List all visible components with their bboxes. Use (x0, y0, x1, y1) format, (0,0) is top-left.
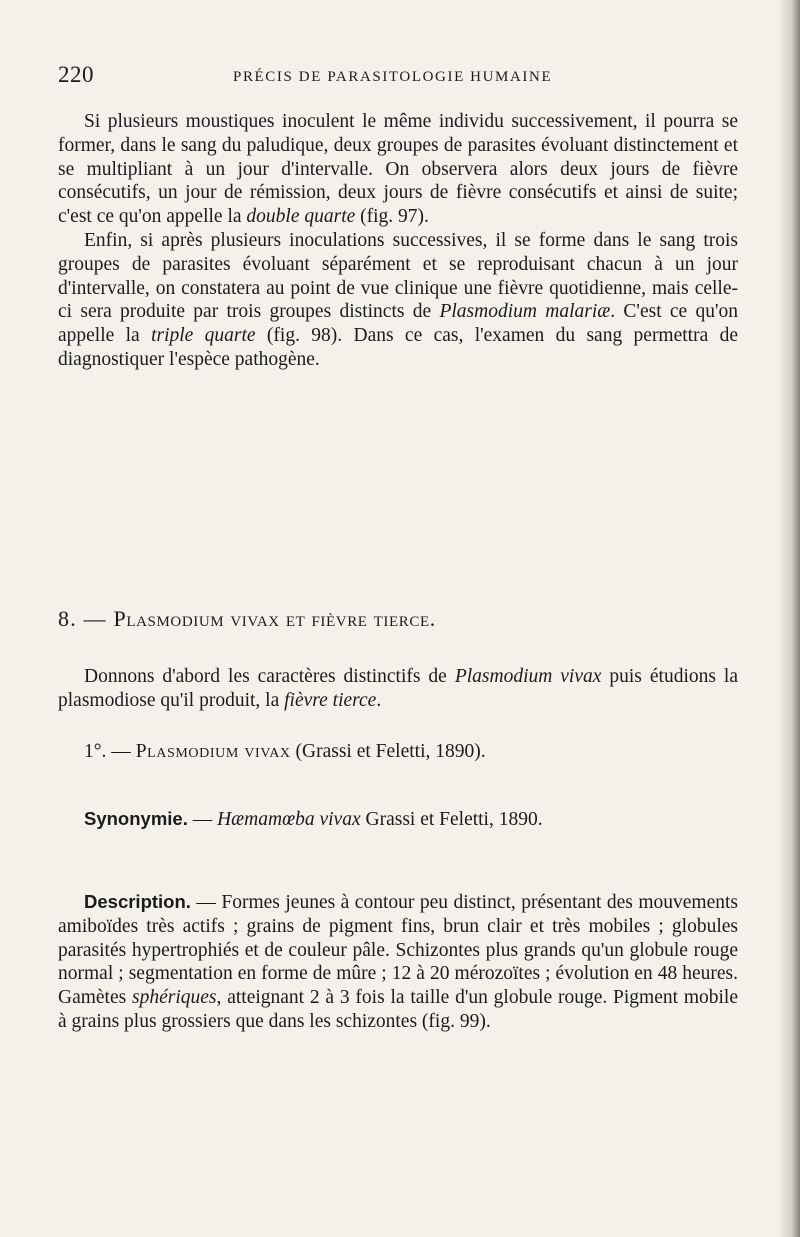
paragraph-text: Donnons d'abord les caractères distinctifs de (84, 666, 455, 687)
italic-term: triple quarte (151, 325, 256, 347)
page-edge-shadow (778, 0, 800, 1237)
description-block (58, 890, 738, 1034)
paragraph-description (58, 890, 738, 1034)
section-heading (58, 606, 738, 632)
subsection-title: Plasmodium vivax (135, 741, 291, 762)
subsection-authority: (Grassi et Feletti, 1890). (290, 741, 486, 762)
paragraph-double-quarte (58, 110, 738, 229)
italic-term: double quarte (246, 206, 356, 228)
paragraph-text: . (376, 689, 382, 711)
italic-term: Hæmamœba vivax (217, 809, 361, 830)
page-header (58, 62, 738, 102)
body-text-top (58, 110, 738, 372)
paragraph-triple-quarte (58, 229, 738, 372)
subsection-heading (84, 741, 738, 763)
paragraph-text: (fig. 98). Dans ce cas, l'examen du sang permettra de diagnostiquer l'espèce pathogène. (58, 325, 738, 370)
section-title: Plasmodium vivax et fièvre tierce. (113, 606, 436, 631)
section-number: 8. — (58, 606, 114, 631)
paragraph-text: Enfin, si après plusieurs inoculations successives, il se forme dans le sang trois groupes de parasites évoluant séparément et se reproduisant chacun à un jour d'intervalle, on constatera au point de vue clinique une fièvre quotidienne, mais celle-ci sera produite par trois groupes distincts de (58, 229, 738, 323)
italic-term: fièvre tierce (284, 689, 377, 711)
paragraph-text: Grassi et Feletti, 1890. (360, 809, 543, 830)
paragraph-synonymie (58, 807, 738, 832)
paragraph-text: (fig. 97). (355, 206, 429, 228)
paragraph-text: — (187, 809, 218, 830)
running-head: PRÉCIS DE PARASITOLOGIE HUMAINE (233, 69, 553, 85)
page-number: 220 (58, 62, 94, 87)
synonymie-label: Synonymie. (84, 808, 188, 829)
paragraph-text: , atteignant 2 à 3 fois la taille d'un globule rouge. Pigment mobile à grains plus grossiers que dans les schizontes (fig. 99). (58, 987, 738, 1032)
italic-term: Plasmodium vivax (454, 666, 602, 687)
paragraph-text: Si plusieurs moustiques inoculent le même individu successivement, il pourra se former, dans le sang du paludique, deux groupes de parasites évoluant distinctement et se multipliant à un jour d'intervalle. On observera alors deux jours de fièvre consécutifs, un jour de rémission, deux jours de fièvre consécutifs et ainsi de suite; c'est ce qu'on appelle la (58, 111, 738, 228)
paragraph-text: puis étudions la plasmodiose qu'il produit, la (58, 666, 738, 711)
intro-paragraph-block (58, 665, 738, 713)
subsection-number: 1°. — (84, 741, 136, 762)
synonymie-block (58, 807, 738, 832)
paragraph-text: — Formes jeunes à contour peu distinct, présentant des mouvements amiboïdes très actifs ; grains de pigment fins, brun clair et très mobiles ; globules parasités hypertrophiés et de couleur pâle. Schizontes plus grands qu'un globule rouge normal ; segmentation en forme de mûre ; 12 à 20 mérozoïtes ; évolution en 48 heures. Gamètes (58, 892, 738, 1009)
italic-term: sphériques (132, 987, 217, 1009)
italic-term: Plasmodium malariæ (439, 301, 611, 323)
description-label: Description. (84, 891, 191, 912)
paragraph-intro (58, 665, 738, 713)
paragraph-text: . C'est ce qu'on appelle la (58, 301, 739, 347)
